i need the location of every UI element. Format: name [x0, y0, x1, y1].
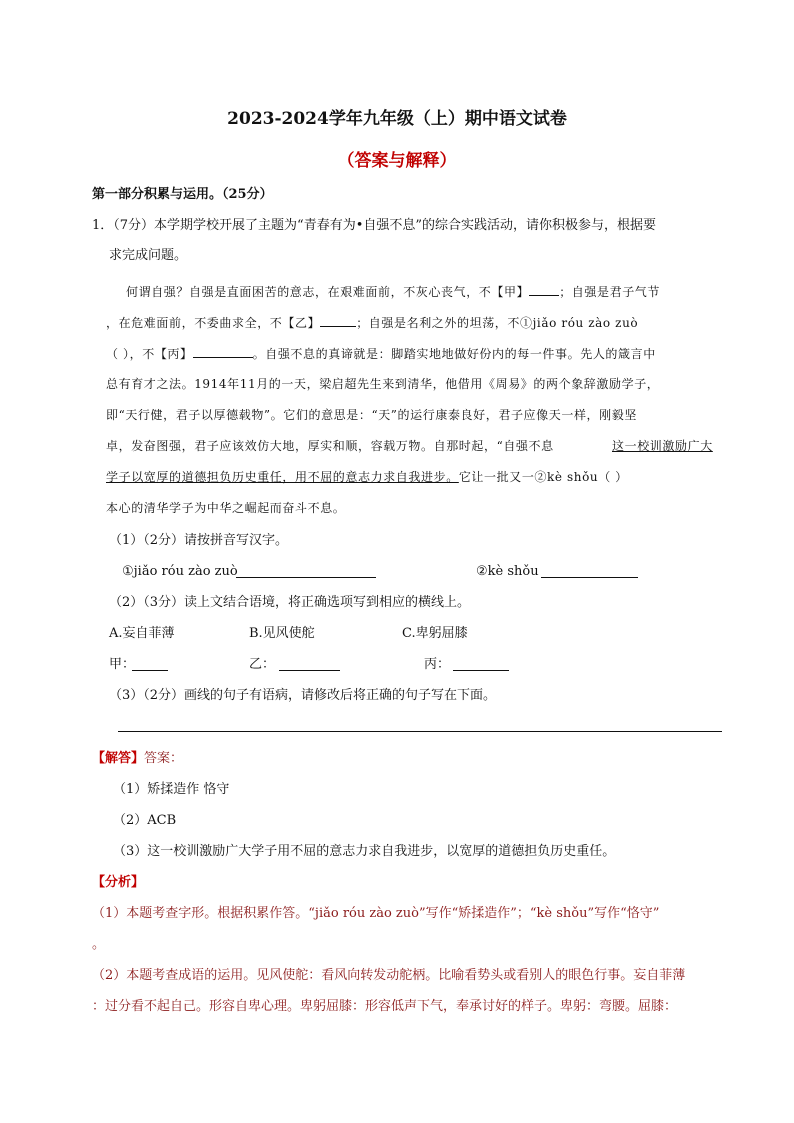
answer-line-jia[interactable]: [132, 670, 168, 671]
document-subtitle: （答案与解释）: [337, 151, 457, 171]
passage-line: [106, 344, 656, 363]
question-1-stem: 1．（7分）本学期学校开展了主题为“青春有为•自强不息”的综合实践活动，请你积极参与，根据要: [92, 218, 657, 233]
answer-line-pinyin-2[interactable]: [541, 577, 638, 578]
passage-text: 何谓自强？自强是直面困苦的意志，在艰难面前，不灰心丧气，不【甲】: [126, 285, 530, 299]
subquestion-1-label: （1）（2分）请按拼音写汉字。: [109, 533, 289, 548]
answer-3: （3）这一校训激励广大学子用不屈的意志力求自我进步，以宽厚的道德担负历史重任。: [113, 844, 616, 859]
passage-line: [106, 468, 628, 486]
analysis-line: ：过分看不起自己。形容自卑心理。卑躬屈膝：形容低声下气，奉承讨好的样子。卑躬：弯腰。屈膝：: [92, 999, 678, 1014]
answer-bing-label: 丙：: [424, 657, 451, 672]
passage-line: [106, 313, 638, 332]
blank-bing[interactable]: [193, 344, 253, 358]
passage-line: 本心的清华学子为中华之崛起而奋斗不息。: [106, 501, 346, 515]
analysis-heading: 【分析】: [92, 875, 145, 890]
answer-line-rewrite[interactable]: [118, 731, 722, 732]
pinyin-1: ①jiǎo róu zào zuò: [122, 564, 238, 579]
analysis-line: （1）本题考查字形。根据积累作答。“jiǎo róu zào zuò”写作“矫揉造作”；“kè shǒu”写作“恪守”: [92, 906, 660, 921]
subquestion-2-label: （2）（3分）读上文结合语境，将正确选项写到相应的横线上。: [109, 595, 471, 610]
question-1-stem-cont: 求完成问题。: [109, 248, 188, 263]
answer-line-yi[interactable]: [279, 670, 340, 671]
answer-1: （1）矫揉造作 恪守: [113, 782, 230, 797]
underlined-sentence: 学子以宽厚的道德担负历史重任，用不屈的意志力求自我进步。: [106, 470, 459, 484]
blank-jia[interactable]: [529, 282, 559, 296]
answer-line-pinyin-1[interactable]: [236, 577, 376, 578]
subquestion-3-label: （3）（2分）画线的句子有语病，请修改后将正确的句子写在下面。: [109, 688, 497, 703]
passage-text: ；自强是君子气节: [559, 285, 661, 299]
answer-heading-label: 【解答】: [92, 751, 145, 766]
answer-heading: [92, 750, 183, 768]
passage-text: 它让一批又一②kè shǒu（ ）: [458, 470, 628, 484]
pinyin-2: ②kè shǒu: [476, 564, 539, 579]
pinyin-item-1: [122, 563, 238, 581]
answer-jia-label: 甲：: [109, 657, 136, 672]
underlined-sentence: 这一校训激励广大: [612, 439, 713, 453]
section-heading: 第一部分积累与运用。（25分）: [92, 187, 273, 202]
answer-heading-suffix: 答案：: [144, 751, 184, 766]
passage-line: 卓，发奋图强，君子应该效仿大地，厚实和顺，容载万物。自那时起，“自强不息: [106, 439, 554, 453]
passage-line: [126, 282, 660, 301]
passage-text: ；自强是名利之外的坦荡，不①jiǎo róu zào zuò: [356, 316, 639, 330]
analysis-line: 。: [92, 937, 106, 952]
passage-line: 总有育才之法。1914年11月的一天，梁启超先生来到清华，他借用《周易》的两个象辞激励学子，: [106, 377, 660, 391]
passage-line: 即“天行健，君子以厚德载物”。它们的意思是：“天”的运行康泰良好，君子应像天一样，刚毅坚: [106, 408, 637, 422]
option-a: A.妄自菲薄: [109, 626, 175, 641]
passage-text: 。自强不息的真谛就是：脚踏实地地做好份内的每一件事。先人的箴言中: [252, 347, 656, 361]
answer-2: （2）ACB: [113, 813, 177, 828]
passage-text: （ ），不【丙】: [106, 347, 193, 361]
pinyin-item-2: [476, 563, 539, 581]
answer-yi-label: 乙：: [249, 657, 276, 672]
document-title: 2023-2024学年九年级（上）期中语文试卷: [227, 109, 567, 129]
answer-line-bing[interactable]: [453, 670, 509, 671]
passage-text: ，在危难面前，不委曲求全，不【乙】: [106, 316, 321, 330]
option-c: C.卑躬屈膝: [402, 626, 468, 641]
option-b: B.见风使舵: [249, 626, 315, 641]
blank-yi[interactable]: [320, 313, 356, 327]
analysis-line: （2）本题考查成语的运用。见风使舵：看风向转发动舵柄。比喻看势头或看别人的眼色行事。妄自菲薄: [92, 968, 686, 983]
